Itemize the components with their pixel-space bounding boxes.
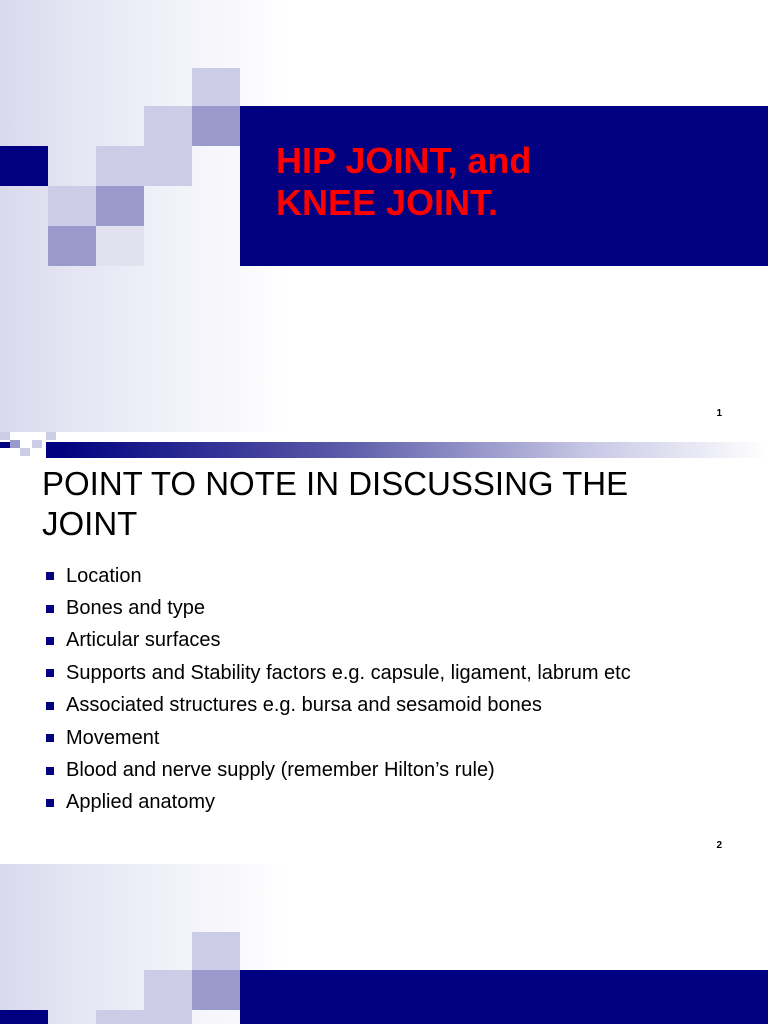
slide-number: 2	[716, 840, 722, 851]
decorative-square	[96, 146, 144, 186]
decorative-square	[144, 146, 192, 186]
decorative-square	[10, 440, 20, 448]
decorative-square	[192, 68, 240, 106]
decorative-square	[144, 1010, 192, 1024]
square-bullet-icon	[46, 572, 54, 580]
list-item	[46, 657, 631, 689]
content-slide	[0, 432, 768, 864]
decorative-square	[96, 186, 144, 226]
title-line-1: HIP JOINT, and	[276, 140, 532, 181]
navy-accent-block	[0, 146, 48, 186]
square-bullet-icon	[46, 669, 54, 677]
square-bullet-icon	[46, 637, 54, 645]
heading-line-2: JOINT	[42, 504, 138, 542]
list-item	[46, 560, 631, 592]
list-item	[46, 722, 631, 754]
list-item-text: Blood and nerve supply (remember Hilton’s rule)	[66, 759, 495, 782]
decorative-square	[96, 1010, 144, 1024]
list-item	[46, 754, 631, 786]
decorative-square	[144, 106, 192, 146]
decorative-square	[46, 432, 56, 440]
square-bullet-icon	[46, 734, 54, 742]
square-bullet-icon	[46, 767, 54, 775]
decorative-square	[96, 226, 144, 266]
navy-accent-block	[0, 1010, 48, 1024]
decorative-square	[144, 970, 192, 1010]
decorative-square	[192, 970, 240, 1010]
list-item-text: Applied anatomy	[66, 791, 215, 814]
slide-heading	[42, 464, 742, 543]
decorative-square	[0, 432, 10, 440]
decorative-square	[192, 932, 240, 970]
decorative-square	[192, 106, 240, 146]
list-item	[46, 592, 631, 624]
navy-accent-block	[0, 442, 10, 448]
decorative-square	[32, 440, 42, 448]
square-bullet-icon	[46, 702, 54, 710]
decorative-square	[20, 448, 30, 456]
bullet-list	[46, 560, 631, 819]
list-item	[46, 690, 631, 722]
next-slide-partial	[0, 864, 768, 1024]
slide-title	[276, 140, 531, 225]
list-item	[46, 625, 631, 657]
list-item-text: Bones and type	[66, 597, 205, 620]
list-item-text: Movement	[66, 726, 160, 749]
title-slide	[0, 0, 768, 432]
list-item	[46, 787, 631, 819]
list-item-text: Location	[66, 564, 142, 587]
list-item-text: Associated structures e.g. bursa and sesamoid bones	[66, 694, 542, 717]
heading-line-1: POINT TO NOTE IN DISCUSSING THE	[42, 465, 629, 502]
square-bullet-icon	[46, 605, 54, 613]
list-item-text: Articular surfaces	[66, 629, 221, 652]
header-gradient-strip	[56, 442, 768, 458]
title-line-2: KNEE JOINT.	[276, 182, 499, 224]
navy-accent-block	[46, 442, 56, 458]
decorative-square	[48, 226, 96, 266]
list-item-text: Supports and Stability factors e.g. capsule, ligament, labrum etc	[66, 661, 631, 684]
square-bullet-icon	[46, 799, 54, 807]
slide-number: 1	[716, 408, 722, 419]
decorative-square	[48, 186, 96, 226]
title-banner	[240, 970, 768, 1024]
